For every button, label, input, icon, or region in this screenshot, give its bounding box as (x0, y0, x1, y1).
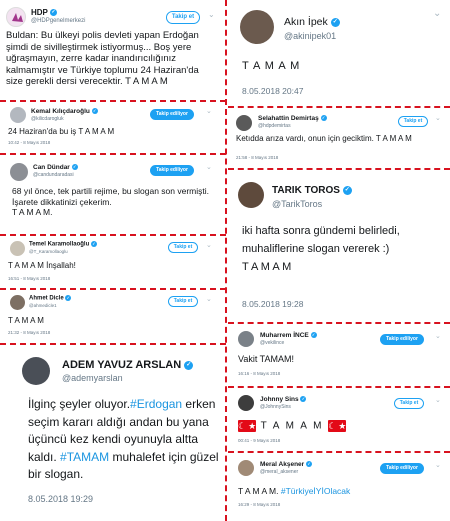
separator (228, 451, 450, 453)
avatar[interactable] (10, 241, 25, 256)
author-handle[interactable]: @meral_aksener (260, 469, 299, 475)
tweet-time[interactable]: 21:32 - 8 Mayıs 2018 (8, 330, 51, 335)
chevron-down-icon[interactable]: ⌄ (208, 10, 215, 19)
separator (0, 234, 226, 236)
chevron-down-icon[interactable]: ⌄ (206, 242, 212, 249)
avatar[interactable] (10, 163, 28, 181)
verified-icon: ✓ (51, 9, 56, 16)
chevron-down-icon[interactable]: ⌄ (206, 164, 212, 171)
hashtag-link[interactable]: #TAMAM (60, 449, 110, 464)
tweet-time[interactable]: 00:41 - 9 Mayıs 2018 (238, 438, 281, 443)
tweet-time[interactable]: 21:58 - 8 Mayıs 2018 (236, 155, 279, 160)
avatar[interactable] (240, 10, 274, 44)
following-button[interactable]: Takip ediliyor (380, 463, 424, 474)
author-handle[interactable]: @akinipek01 (284, 31, 337, 41)
hashtag-link[interactable]: #Erdogan (130, 397, 183, 411)
follow-button[interactable]: Takip et (394, 398, 424, 409)
tweet-text: 68 yıl önce, tek partili rejime, bu slogan son vermişti. İşarete dikkatinizi çekerim. T A M A M. (12, 186, 210, 217)
author-name[interactable]: Johnny Sins ✓ (260, 396, 306, 403)
author-handle[interactable]: @kilicdarogluk (31, 116, 64, 122)
separator (228, 168, 450, 170)
separator (0, 100, 226, 102)
author-name[interactable]: Can Dündar ✓ (33, 164, 77, 171)
verified-icon: ✓ (311, 332, 316, 338)
hashtag-link[interactable]: #TürkiyeİYİOlacak (280, 486, 351, 496)
tweet-time[interactable]: 8.05.2018 19:29 (28, 494, 94, 504)
tweet-text: Ketıdda arıza vardı, onun için geciktim. T A M A M (236, 134, 412, 143)
verified-icon: ✓ (66, 295, 71, 300)
tweet-hdp (0, 0, 226, 100)
tweet-text: T A M A M. #TürkiyeİYİOlacak (238, 486, 351, 496)
tweet-text: İlginç şeyler oluyor.#Erdogan erken seçim kararı aldığı andan bu yana üçüncü kez kendi oyunuyla altta kaldı. #TAMAM muhalefet için güzel bir slogan. (28, 397, 219, 482)
tweet-johnnysins (228, 390, 450, 450)
author-handle[interactable]: @TarikToros (272, 199, 323, 209)
following-button[interactable]: Takip ediliyor (380, 334, 424, 345)
author-handle[interactable]: @JohnnySins (260, 404, 291, 410)
tweet-text: 24 Haziran'da bu iş T A M A M (8, 127, 115, 136)
tweet-ahmetdicle (0, 291, 226, 341)
separator (0, 343, 226, 345)
chevron-down-icon[interactable]: ⌄ (435, 397, 441, 404)
author-name[interactable]: Akın İpek ✓ (284, 16, 338, 28)
verified-icon: ✓ (307, 461, 311, 467)
author-handle[interactable]: @ademyarslan (62, 373, 123, 383)
tweet-text: ☾★ T A M A M ☾★ (238, 420, 349, 432)
author-name[interactable]: Selahattin Demirtaş ✓ (258, 115, 326, 122)
author-handle[interactable]: @hdpdemirtas (258, 123, 291, 129)
tweet-muharremince (228, 326, 450, 383)
chevron-down-icon[interactable]: ⌄ (206, 108, 212, 115)
tweet-time[interactable]: 8.05.2018 19:28 (242, 299, 304, 309)
avatar[interactable] (10, 107, 26, 123)
tweet-candundar (0, 157, 226, 233)
avatar[interactable] (6, 7, 26, 27)
verified-icon: ✓ (344, 186, 350, 193)
separator (0, 288, 226, 290)
avatar[interactable] (10, 295, 25, 310)
author-name[interactable]: Kemal Kılıçdaroğlu ✓ (31, 108, 97, 115)
author-name[interactable]: TARIK TOROS ✓ (272, 185, 350, 196)
chevron-down-icon[interactable]: ⌄ (435, 115, 441, 122)
separator (0, 153, 226, 155)
author-name[interactable]: ADEM YAVUZ ARSLAN ✓ (62, 359, 192, 371)
following-button[interactable]: Takip ediliyor (150, 165, 194, 176)
tweet-text: iki hafta sonra gündemi belirledi, muhaliflerine slogan vererek :) T A M A M (242, 225, 400, 273)
follow-button[interactable]: Takip et (168, 296, 198, 307)
chevron-down-icon[interactable]: ⌄ (435, 462, 441, 469)
turkey-flag-icon: ☾★ (238, 421, 259, 431)
tweet-text: T A M A M İnşallah! (8, 261, 76, 270)
tweet-karamollaoglu (0, 237, 226, 287)
tweet-time[interactable]: 16:51 - 8 Mayıs 2018 (8, 276, 51, 281)
verified-icon: ✓ (301, 396, 306, 402)
author-handle[interactable]: @candundaradasi (33, 172, 74, 178)
avatar[interactable] (238, 182, 264, 208)
verified-icon: ✓ (93, 108, 97, 114)
avatar[interactable] (22, 357, 50, 385)
tweet-demirtas (228, 110, 450, 164)
following-button[interactable]: Takip ediliyor (150, 109, 194, 120)
follow-button[interactable]: Takip et (168, 242, 198, 253)
verified-icon: ✓ (321, 115, 326, 121)
tweet-akinipek (228, 0, 450, 106)
separator (228, 322, 450, 324)
avatar[interactable] (238, 395, 254, 411)
verified-icon: ✓ (186, 361, 192, 368)
chevron-down-icon[interactable]: ⌄ (435, 333, 441, 340)
turkey-flag-icon: ☾★ (328, 421, 349, 431)
tweet-time[interactable]: 16:16 - 8 Mayıs 2018 (238, 371, 281, 376)
chevron-down-icon[interactable]: ⌄ (433, 8, 442, 19)
author-handle[interactable]: @T_Karamollaoglu (29, 249, 68, 254)
tweet-text: T A M A M (242, 60, 301, 72)
verified-icon: ✓ (72, 164, 77, 170)
verified-icon: ✓ (332, 18, 338, 25)
tweet-time[interactable]: 8.05.2018 20:47 (242, 86, 304, 96)
author-handle[interactable]: @HDPgenelmerkezi (31, 18, 86, 24)
chevron-down-icon[interactable]: ⌄ (206, 296, 212, 303)
separator (228, 386, 450, 388)
tweet-time[interactable]: 16:29 - 8 Mayıs 2018 (238, 502, 281, 507)
author-name[interactable]: HDP ✓ (31, 8, 56, 17)
author-handle[interactable]: @ahmedicle1 (29, 303, 57, 308)
verified-icon: ✓ (92, 241, 96, 246)
avatar[interactable] (238, 460, 254, 476)
author-name[interactable]: Temel Karamollaoğlu ✓ (29, 241, 96, 248)
tweet-time[interactable]: 10:42 - 8 Mayıs 2018 (8, 140, 51, 145)
author-name[interactable]: Ahmet Dicle ✓ (29, 295, 71, 302)
author-handle[interactable]: @vekilince (260, 340, 285, 346)
tweet-text: Buldan: Bu ülkeyi polis devleti yapan Erdoğan şimdi de sivilleştirmek istiyormuş... Boş yere uğraşmayın, zerre kadar inandırıcılığınız kalmamıştır ve Türkiye toplumu 24 Haziran'da size gerekli dersi verecektir. T A M A M (6, 30, 199, 88)
tweet-text: Vakit TAMAM! (238, 354, 295, 364)
tweet-text: T A M A M (8, 316, 44, 325)
separator (228, 106, 450, 108)
tweet-kilicdaroglu (0, 103, 226, 151)
author-name[interactable]: Muharrem İNCE ✓ (260, 332, 316, 339)
tweet-ademyavuzarslan (0, 347, 226, 521)
follow-button[interactable]: Takip et (398, 116, 428, 127)
author-name[interactable]: Meral Akşener ✓ (260, 461, 311, 468)
avatar[interactable] (236, 115, 252, 131)
tweet-meralaksener (228, 455, 450, 521)
follow-button[interactable]: Takip et (166, 11, 200, 24)
tweet-tariktoros (228, 172, 450, 320)
avatar[interactable] (238, 331, 254, 347)
